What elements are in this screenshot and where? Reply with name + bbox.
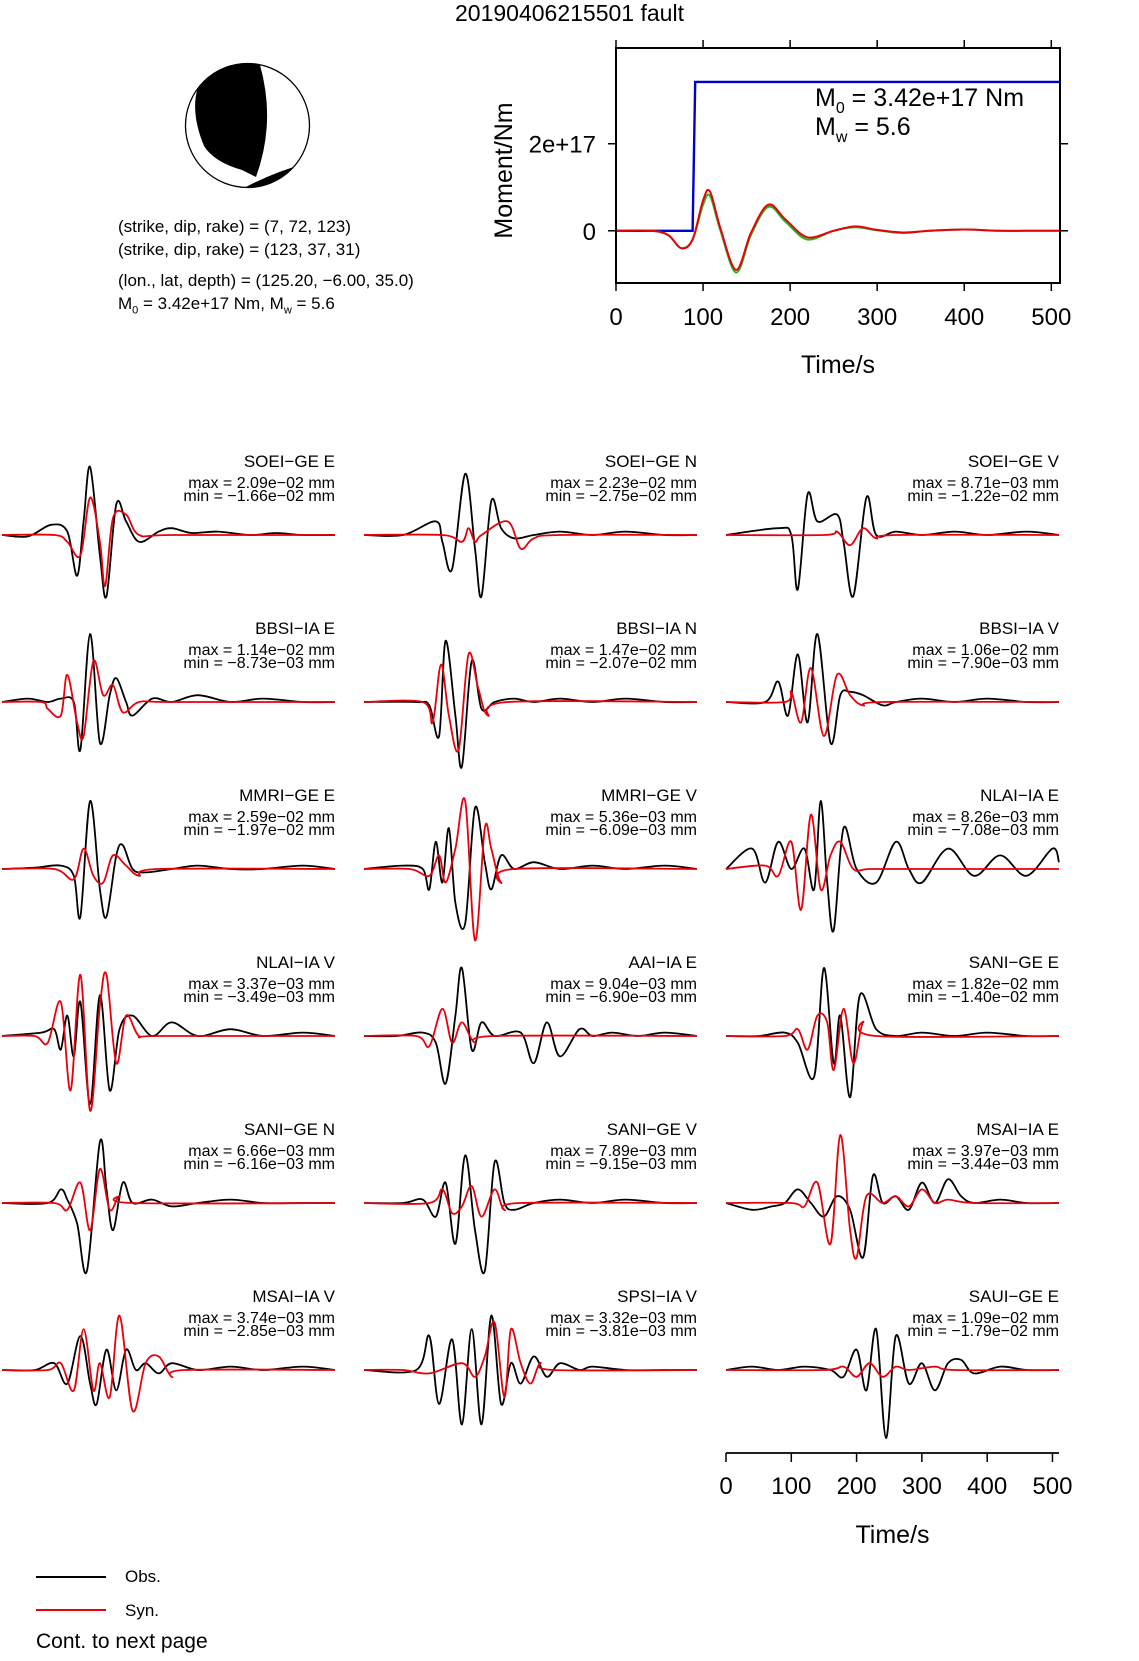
observed-trace bbox=[726, 1329, 1059, 1438]
station-panel bbox=[726, 452, 1060, 597]
station-label: AAI−IA E bbox=[628, 953, 697, 972]
moment-m0-annotation: $M_0 = 3.42e+17$ Nm bbox=[815, 84, 1025, 117]
wave-xtick-label: 500 bbox=[1032, 1473, 1073, 1500]
station-label: BBSI−IA V bbox=[979, 619, 1059, 638]
station-min-label: min = −2.07e−02 mm bbox=[545, 655, 697, 672]
synthetic-trace bbox=[2, 1169, 335, 1230]
station-min-label: min = −1.97e−02 mm bbox=[183, 822, 335, 839]
station-min-label: min = −1.22e−02 mm bbox=[907, 488, 1059, 505]
moment-xtick-label: 300 bbox=[857, 304, 898, 331]
synthetic-trace bbox=[726, 668, 1059, 736]
station-max-label: max = 2.59e−02 mm bbox=[188, 809, 335, 826]
station-label: MSAI−IA V bbox=[252, 1287, 335, 1306]
observed-trace bbox=[2, 1336, 335, 1405]
station-max-label: max = 3.97e−03 mm bbox=[912, 1143, 1059, 1160]
station-max-label: max = 2.09e−02 mm bbox=[188, 475, 335, 492]
station-min-label: min = −6.16e−03 mm bbox=[183, 1156, 335, 1173]
station-panel bbox=[2, 953, 336, 1111]
legend-obs-label: Obs. bbox=[125, 1567, 161, 1586]
page-title: 20190406215501 fault bbox=[455, 0, 684, 26]
station-label: MSAI−IA E bbox=[976, 1120, 1059, 1139]
station-min-label: min = −6.90e−03 mm bbox=[545, 989, 697, 1006]
station-panel bbox=[364, 452, 697, 597]
observed-trace bbox=[726, 492, 1059, 597]
moment-xtick-label: 500 bbox=[1031, 304, 1072, 331]
station-min-label: min = −7.08e−03 mm bbox=[907, 822, 1059, 839]
station-panel bbox=[2, 786, 335, 919]
station-max-label: max = 9.04e−03 mm bbox=[550, 976, 697, 993]
location-text: (lon., lat, depth) = (125.20, −6.00, 35.0) bbox=[118, 271, 414, 290]
plane1-text: (strike, dip, rake) = (7, 72, 123) bbox=[118, 217, 351, 236]
legend-syn-label: Syn. bbox=[125, 1601, 160, 1620]
moment-xtick-label: 100 bbox=[683, 304, 724, 331]
continuation-note: Cont. to next page bbox=[36, 1630, 208, 1653]
plane2-text: (strike, dip, rake) = (123, 37, 31) bbox=[118, 240, 361, 259]
station-label: SANI−GE N bbox=[243, 1120, 335, 1139]
station-label: BBSI−IA E bbox=[255, 619, 335, 638]
station-panel bbox=[726, 953, 1059, 1097]
station-max-label: max = 2.23e−02 mm bbox=[550, 475, 697, 492]
station-panel bbox=[726, 1287, 1059, 1438]
station-label: SANI−GE E bbox=[968, 953, 1059, 972]
station-panel bbox=[2, 1287, 336, 1412]
wave-xtick-label: 300 bbox=[901, 1473, 942, 1500]
moment-xtick-label: 0 bbox=[609, 304, 623, 331]
legend-lines bbox=[36, 1566, 116, 1616]
observed-trace bbox=[2, 995, 335, 1104]
station-min-label: min = −2.75e−02 mm bbox=[545, 488, 697, 505]
station-max-label: max = 7.89e−03 mm bbox=[550, 1143, 697, 1160]
station-label: MMRI−GE E bbox=[239, 786, 335, 805]
moment-xtick-label: 200 bbox=[770, 304, 811, 331]
station-panel bbox=[726, 619, 1060, 744]
moment-ytick-label: 0 bbox=[582, 218, 596, 246]
station-panel bbox=[2, 1120, 335, 1273]
synthetic-trace bbox=[726, 528, 1059, 545]
moment-text: $M_0 = 3.42e+17$ Nm, $M_w = 5.6$ bbox=[118, 294, 335, 317]
synthetic-trace bbox=[364, 1009, 697, 1047]
station-min-label: min = −1.66e−02 mm bbox=[183, 488, 335, 505]
station-label: BBSI−IA N bbox=[616, 619, 697, 638]
station-max-label: max = 8.26e−03 mm bbox=[912, 809, 1059, 826]
station-max-label: max = 3.74e−03 mm bbox=[188, 1310, 335, 1327]
moment-mw-annotation: $M_w = 5.6$ bbox=[815, 113, 911, 146]
waveform-panels bbox=[0, 430, 1139, 1661]
station-panel bbox=[364, 619, 697, 768]
observed-trace bbox=[726, 1174, 1059, 1258]
station-max-label: max = 5.36e−03 mm bbox=[550, 809, 697, 826]
station-panel bbox=[364, 1120, 698, 1273]
station-min-label: min = −3.49e−03 mm bbox=[183, 989, 335, 1006]
station-label: NLAI−IA V bbox=[256, 953, 335, 972]
station-label: SANI−GE V bbox=[606, 1120, 697, 1139]
wave-xaxis-label: Time/s bbox=[855, 1521, 930, 1549]
observed-trace bbox=[364, 1155, 697, 1273]
station-min-label: min = −1.40e−02 mm bbox=[907, 989, 1059, 1006]
station-min-label: min = −6.09e−03 mm bbox=[545, 822, 697, 839]
station-label: NLAI−IA E bbox=[980, 786, 1059, 805]
station-min-label: min = −7.90e−03 mm bbox=[907, 655, 1059, 672]
station-min-label: min = −1.79e−02 mm bbox=[907, 1323, 1059, 1340]
wave-xtick-label: 200 bbox=[836, 1473, 877, 1500]
station-max-label: max = 1.14e−02 mm bbox=[188, 642, 335, 659]
station-panel bbox=[2, 452, 335, 598]
station-panel bbox=[364, 1287, 698, 1424]
station-label: SOEI−GE V bbox=[967, 452, 1059, 471]
station-max-label: max = 3.37e−03 mm bbox=[188, 976, 335, 993]
station-panel bbox=[726, 1120, 1059, 1259]
moment-ytick-label: 2e+17 bbox=[528, 131, 596, 159]
station-max-label: max = 3.32e−03 mm bbox=[550, 1310, 697, 1327]
station-max-label: max = 1.82e−02 mm bbox=[912, 976, 1059, 993]
station-panel bbox=[2, 619, 335, 751]
station-label: SAUI−GE E bbox=[968, 1287, 1059, 1306]
station-max-label: max = 1.09e−02 mm bbox=[912, 1310, 1059, 1327]
moment-series-line-1 bbox=[616, 194, 1060, 272]
station-min-label: min = −2.85e−03 mm bbox=[183, 1323, 335, 1340]
station-max-label: max = 1.06e−02 mm bbox=[912, 642, 1059, 659]
wave-xtick-label: 0 bbox=[719, 1473, 733, 1500]
moment-xtick-label: 400 bbox=[944, 304, 985, 331]
synthetic-trace bbox=[2, 497, 335, 586]
station-panel bbox=[726, 786, 1059, 932]
station-max-label: max = 1.47e−02 mm bbox=[550, 642, 697, 659]
station-min-label: min = −3.44e−03 mm bbox=[907, 1156, 1059, 1173]
moment-chart bbox=[0, 0, 1139, 420]
station-min-label: min = −8.73e−03 mm bbox=[183, 655, 335, 672]
station-panel bbox=[364, 786, 698, 941]
station-label: SOEI−GE E bbox=[243, 452, 335, 471]
station-min-label: min = −3.81e−03 mm bbox=[545, 1323, 697, 1340]
station-max-label: max = 6.66e−03 mm bbox=[188, 1143, 335, 1160]
station-min-label: min = −9.15e−03 mm bbox=[545, 1156, 697, 1173]
station-max-label: max = 8.71e−03 mm bbox=[912, 475, 1059, 492]
wave-xtick-label: 100 bbox=[771, 1473, 812, 1500]
station-label: SPSI−IA V bbox=[617, 1287, 697, 1306]
synthetic-trace bbox=[726, 1009, 1059, 1070]
station-panel bbox=[364, 953, 697, 1084]
station-label: MMRI−GE V bbox=[601, 786, 697, 805]
station-label: SOEI−GE N bbox=[604, 452, 697, 471]
moment-xaxis-label: Time/s bbox=[800, 351, 876, 379]
wave-xtick-label: 400 bbox=[967, 1473, 1008, 1500]
moment-yaxis-label: Moment/Nm bbox=[490, 102, 518, 239]
